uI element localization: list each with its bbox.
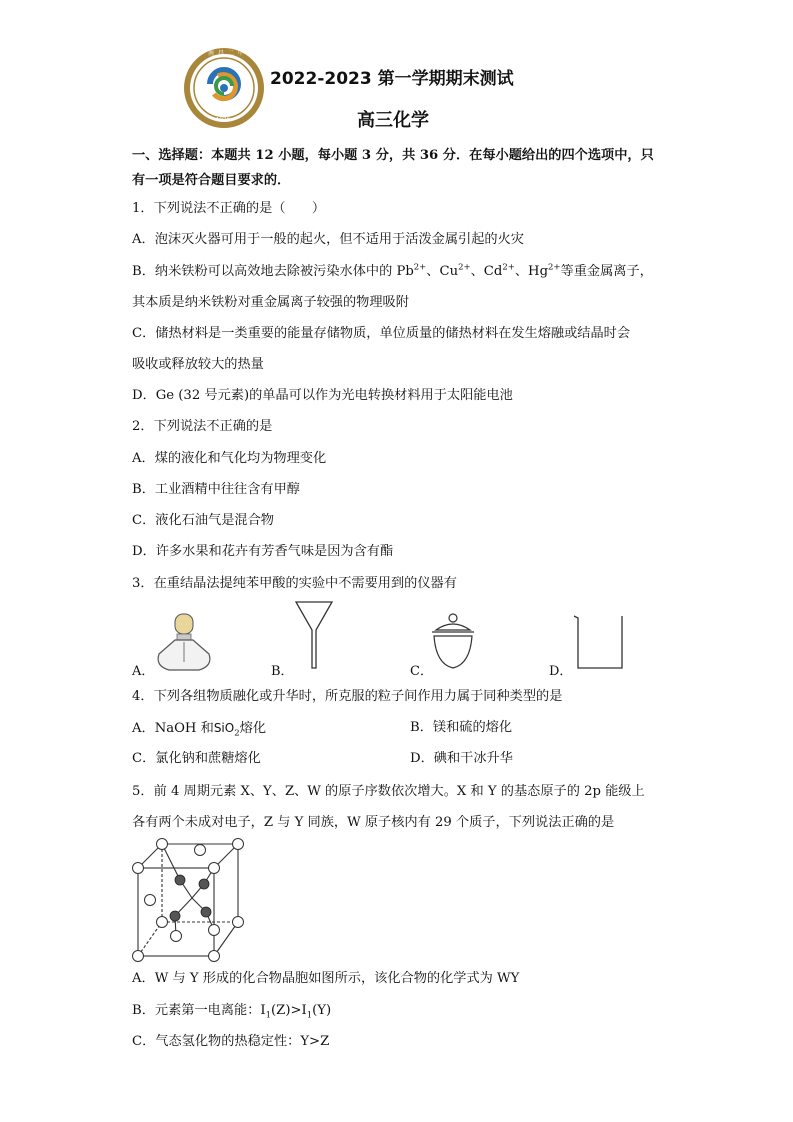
q1-b-suffix: 等重金属离子， xyxy=(560,264,653,279)
q1-b-ion2-charge: 2+ xyxy=(458,262,471,273)
q2-option-d: D．许多水果和花卉有芳香气味是因为含有酯 xyxy=(132,544,394,559)
q1-option-a: A．泡沫灭火器可用于一般的起火，但不适用于活泼金属引起的火灾 xyxy=(132,232,524,247)
q1-b-ion1-charge: 2+ xyxy=(413,262,427,273)
q2-option-b: B．工业酒精中往往含有甲醇 xyxy=(132,482,300,497)
q3-label-a: A． xyxy=(132,664,155,679)
q5-option-a: A．W 与 Y 形成的化合物晶胞如图所示，该化合物的化学式为 WY xyxy=(132,971,520,986)
q5-b-suffix: (Y) xyxy=(312,1003,332,1018)
school-logo xyxy=(182,46,266,130)
crucible-icon xyxy=(428,612,478,672)
q4-a-suffix: 熔化 xyxy=(239,721,267,736)
q4-option-d: D．碘和干冰升华 xyxy=(410,751,513,766)
q1-b-ion4-charge: 2+ xyxy=(548,262,561,273)
q5-option-b xyxy=(132,1002,331,1020)
q5-stem-line2: 各有两个未成对电子，Z 与 Y 同族，W 原子核内有 29 个质子，下列说法正确的是 xyxy=(132,815,615,830)
q4-option-c: C．氯化钠和蔗糖熔化 xyxy=(132,751,261,766)
q3-label-d: D． xyxy=(549,664,573,679)
q3-label-c: C． xyxy=(410,664,433,679)
funnel-icon xyxy=(294,600,334,670)
alcohol-lamp-icon xyxy=(155,612,215,674)
q1-option-b-line2: 其本质是纳米铁粉对重金属离子较强的物理吸附 xyxy=(132,295,409,310)
crystal-cell-diagram xyxy=(130,836,255,966)
q1-option-b-line1 xyxy=(132,263,653,281)
q4-a-formula-sub: 2 xyxy=(234,728,240,739)
q3-stem: 3．在重结晶法提纯苯甲酸的实验中不需要用到的仪器有 xyxy=(132,576,457,591)
beaker-icon xyxy=(570,612,626,672)
q2-option-c: C．液化石油气是混合物 xyxy=(132,513,274,528)
q5-option-c: C．气态氢化物的热稳定性：Y>Z xyxy=(132,1034,330,1049)
logo-year: 1976 xyxy=(216,117,230,123)
q2-stem: 2．下列说法不正确的是 xyxy=(132,419,273,434)
section-heading-line1: 一、选择题：本题共 12 小题，每小题 3 分，共 36 分．在每小题给出的四个选项中，只 xyxy=(132,148,654,163)
q1-b-sep2: 、Cd xyxy=(470,264,503,279)
q5-b-mid: (Z)>I xyxy=(271,1003,307,1018)
q1-b-sep3: 、Hg xyxy=(514,264,549,279)
q3-label-b: B． xyxy=(271,664,294,679)
q1-b-prefix: B．纳米铁粉可以高效地去除被污染水体中的 Pb xyxy=(132,264,414,279)
exam-title: 2022-2023 第一学期期末测试 xyxy=(270,69,514,89)
q4-option-b: B．镁和硫的熔化 xyxy=(410,720,513,735)
q5-b-sub1: 1 xyxy=(265,1010,272,1021)
q5-stem-line1: 5．前 4 周期元素 X、Y、Z、W 的原子序数依次增大。X 和 Y 的基态原子的 2p 能级上 xyxy=(132,784,645,799)
q5-b-prefix: B．元素第一电离能：I xyxy=(132,1003,266,1018)
q4-stem: 4．下列各组物质融化或升华时，所克服的粒子间作用力属于同种类型的是 xyxy=(132,689,563,704)
section-heading-line2: 有一项是符合题目要求的． xyxy=(132,173,291,188)
q4-a-prefix: A．NaOH 和 xyxy=(132,721,214,736)
q2-option-a: A．煤的液化和气化均为物理变化 xyxy=(132,451,327,466)
q4-a-formula: SiO xyxy=(213,721,235,735)
q1-b-ion3-charge: 2+ xyxy=(502,262,515,273)
q4-option-a xyxy=(132,719,266,738)
logo-ring-text: 南昌二中 xyxy=(208,50,249,57)
q1-b-sep1: 、Cu xyxy=(426,264,459,279)
q1-option-c-line2: 吸收或释放较大的热量 xyxy=(132,357,264,372)
q1-option-d: D．Ge (32 号元素)的单晶可以作为光电转换材料用于太阳能电池 xyxy=(132,388,513,403)
q5-b-sub2: 1 xyxy=(306,1010,313,1021)
q1-stem: 1．下列说法不正确的是（ ） xyxy=(132,201,326,216)
exam-subject: 高三化学 xyxy=(357,110,429,131)
q1-option-c-line1: C．储热材料是一类重要的能量存储物质，单位质量的储热材料在发生熔融或结晶时会 xyxy=(132,326,631,341)
